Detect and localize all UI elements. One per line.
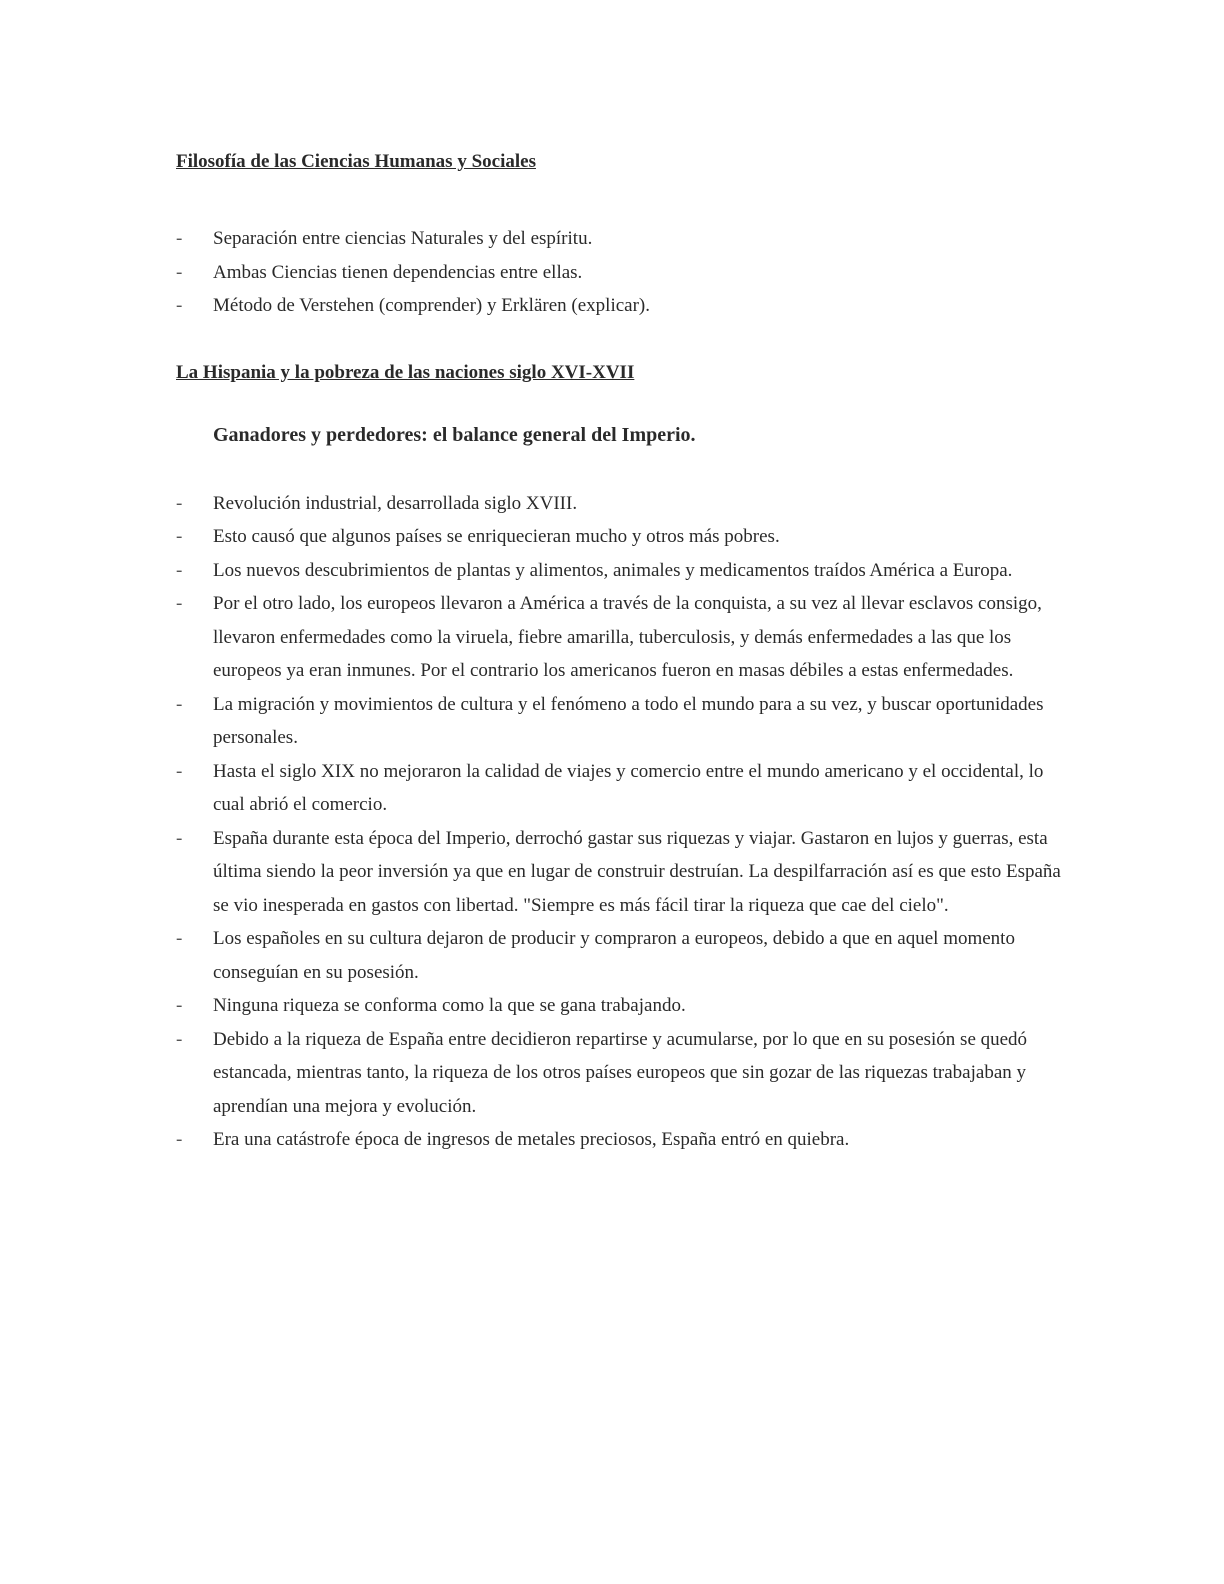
list-item: [176, 755, 1076, 822]
bullet-dash: -: [176, 559, 183, 581]
list-item: [176, 487, 1076, 521]
bullet-list-philosophy: [176, 222, 1076, 323]
list-item: [176, 989, 1076, 1023]
list-item: [176, 1023, 1076, 1124]
bullet-dash: -: [176, 928, 183, 949]
list-item-text: Por el otro lado, los europeos llevaron a América a través de la conquista, a su vez al llevar esclavos consigo, llevaron enfermedades como la viruela, fiebre amarilla, tuberculosis, y demás enfermedades a las que los europeos ya eran inmunes. Por el contrario los americanos fueron en masas débiles a estas enfermedades.: [213, 593, 1042, 681]
section-title-hispania: La Hispania y la pobreza de las naciones siglo XVI-XVII: [176, 361, 635, 383]
list-item-text: Separación entre ciencias Naturales y del espíritu.: [213, 228, 593, 249]
list-item: [176, 554, 1076, 588]
section-title-philosophy: Filosofía de las Ciencias Humanas y Sociales: [176, 151, 536, 172]
bullet-dash: -: [176, 995, 183, 1016]
list-item-text: Era una catástrofe época de ingresos de metales preciosos, España entró en quiebra.: [213, 1129, 850, 1150]
list-item-text: Los nuevos descubrimientos de plantas y alimentos, animales y medicamentos traídos América a Europa.: [213, 559, 1013, 581]
bullet-dash: -: [176, 261, 183, 283]
bullet-dash: -: [176, 228, 183, 249]
bullet-dash: -: [176, 693, 183, 715]
bullet-dash: -: [176, 526, 183, 547]
list-item-text: Los españoles en su cultura dejaron de producir y compraron a europeos, debido a que en aquel momento conseguían en su posesión.: [213, 928, 1015, 983]
list-item: [176, 922, 1076, 989]
bullet-dash: -: [176, 760, 183, 782]
bullet-dash: -: [176, 1028, 183, 1050]
list-item-text: Ambas Ciencias tienen dependencias entre ellas.: [213, 261, 583, 283]
bullet-dash: -: [176, 295, 183, 316]
bullet-dash: -: [176, 827, 183, 849]
list-item: [176, 1123, 1076, 1157]
list-item-text: Revolución industrial, desarrollada siglo XVIII.: [213, 492, 578, 514]
bullet-dash: -: [176, 492, 183, 514]
list-item-text: Esto causó que algunos países se enriquecieran mucho y otros más pobres.: [213, 526, 780, 547]
list-item: [176, 688, 1076, 755]
list-item-text: La migración y movimientos de cultura y el fenómeno a todo el mundo para a su vez, y buscar oportunidades personales.: [213, 693, 1044, 748]
bullet-dash: -: [176, 1129, 183, 1150]
list-item-text: España durante esta época del Imperio, derrochó gastar sus riquezas y viajar. Gastaron en lujos y guerras, esta última siendo la peor inversión ya que en lugar de construir destruían. La despilfarración así es que esto España se vio inesperada en gastos con libertad. "Siempre es más fácil tirar la riqueza que cae del cielo".: [213, 827, 1061, 916]
list-item: [176, 256, 1076, 290]
bullet-list-hispania: [176, 487, 1076, 1157]
document-content: [176, 146, 1076, 1157]
list-item-text: Método de Verstehen (comprender) y Erklären (explicar).: [213, 295, 650, 316]
section-subtitle: Ganadores y perdedores: el balance general del Imperio.: [213, 423, 696, 446]
list-item-text: Debido a la riqueza de España entre decidieron repartirse y acumularse, por lo que en su posesión se quedó estancada, mientras tanto, la riqueza de los otros países europeos que sin gozar de las riquezas trabajaban y aprendían una mejora y evolución.: [213, 1028, 1028, 1117]
list-item: [176, 822, 1076, 923]
list-item: [176, 222, 1076, 256]
bullet-dash: -: [176, 593, 183, 614]
list-item-text: Ninguna riqueza se conforma como la que se gana trabajando.: [213, 995, 686, 1016]
list-item: [176, 289, 1076, 323]
list-item-text: Hasta el siglo XIX no mejoraron la calidad de viajes y comercio entre el mundo americano y el occidental, lo cual abrió el comercio.: [213, 760, 1044, 815]
list-item: [176, 520, 1076, 554]
list-item: [176, 587, 1076, 688]
